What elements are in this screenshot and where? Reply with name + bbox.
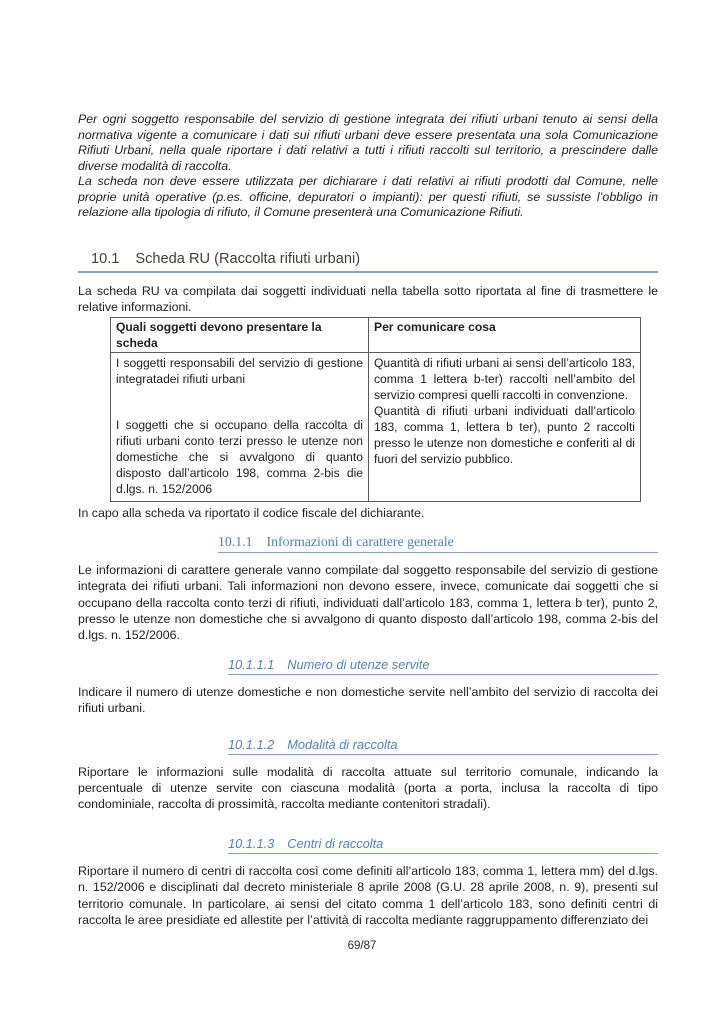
subsubsection-number: 10.1.1.2 xyxy=(228,736,275,752)
table-header-row xyxy=(111,317,641,352)
subsection-body: Le informazioni di carattere generale vanno compilate dal soggetto responsabile del servizio di gestione integrata dei rifiuti urbani. Tali informazioni non devono essere, invece, comunicate dai soggetti che si occupano della raccolta conto terzi di rifiuti, individuati dall’articolo 183, comma 1, lettera b ter), punto 2, presso le utenze non domestiche che si avvalgono di quanto disposto dall’articolo 198, comma 2-bis del d.lgs. n. 152/2006. xyxy=(78,563,658,642)
subsection-number: 10.1.1 xyxy=(218,534,253,550)
section-number: 10.1 xyxy=(91,250,120,267)
table-cell-subjects xyxy=(111,352,369,501)
subsubsection-heading-10-1-1-3 xyxy=(228,836,658,854)
column-header-subjects: Quali soggetti devono presentare la scheda xyxy=(111,317,369,352)
page-content xyxy=(78,112,658,928)
page-number: 69/87 xyxy=(347,940,377,952)
subjects-table xyxy=(110,317,641,502)
subsection-title: Informazioni di carattere generale xyxy=(266,534,454,550)
subsubsection-title: Modalità di raccolta xyxy=(287,736,398,752)
intro-paragraph-1: Per ogni soggetto responsabile del servizio di gestione integrata dei rifiuti urbani tenuto ai sensi della normativa vigente a comunicare i dati sui rifiuti urbani deve essere presentata una sola Comunicazione Rifiuti Urbani, nella quale riportare i dati relativi a tutti i rifiuti raccolti sul territorio, a prescindere dalle diverse modalità di raccolta. xyxy=(78,112,658,173)
intro-block xyxy=(78,112,658,221)
section-heading-10-1 xyxy=(78,251,658,273)
what-paragraph-1: Quantità di rifiuti urbani ai sensi dell’articolo 183, comma 1 lettera b-ter) raccolti nell’ambito del servizio compresi quelli raccolti in convenzione. xyxy=(374,355,635,402)
column-header-what: Per comunicare cosa xyxy=(369,317,641,352)
subsubsection-title: Centri di raccolta xyxy=(287,836,384,852)
table-cell-what xyxy=(369,352,641,501)
subsubsection-body-3: Riportare il numero di centri di raccolta così come definiti all’articolo 183, comma 1, lettera mm) del d.lgs. n. 152/2006 e disciplinati dal decreto ministeriale 8 aprile 2008 (G.U. 28 aprile 2008, n. 9), presenti sul territorio comunale. In particolare, ai sensi del citato comma 1 dell’articolo 183, sono definiti centri di raccolta le aree presidiate ed allestite per l’attività di raccolta mediante raggruppamento differenziato dei xyxy=(78,864,658,927)
codice-fiscale-note: In capo alla scheda va riportato il codice fiscale del dichiarante. xyxy=(78,505,425,520)
section-title: Scheda RU (Raccolta rifiuti urbani) xyxy=(135,250,361,267)
subjects-paragraph-1: I soggetti responsabili del servizio di gestione integratadei rifiuti urbani xyxy=(116,355,363,386)
subsubsection-body-2: Riportare le informazioni sulle modalità di raccolta attuate sul territorio comunale, indicando la percentuale di utenze servite con ciascuna modalità (porta a porta, inclusa la raccolta di tipo condominiale, raccolta di prossimità, raccolta mediante contenitori stradali). xyxy=(78,764,658,811)
subsubsection-body-1: Indicare il numero di utenze domestiche e non domestiche servite nell’ambito del servizio di raccolta dei rifiuti urbani. xyxy=(78,685,658,716)
subsubsection-title: Numero di utenze servite xyxy=(287,657,430,673)
subsubsection-heading-10-1-1-2 xyxy=(228,737,658,755)
intro-paragraph-2: La scheda non deve essere utilizzata per dichiarare i dati relativi ai rifiuti prodotti dal Comune, nelle proprie unità operative (p.es. officine, depuratori o impianti): per questi rifiuti, se sussiste l’obbligo in relazione alla tipologia di rifiuto, il Comune presenterà una Comunicazione Rifiuti. xyxy=(78,174,658,219)
subjects-paragraph-2: I soggetti che si occupano della raccolta di rifiuti urbani conto terzi presso le utenze non domestiche che si avvalgono di quanto disposto dall’articolo 198, comma 2-bis die d.lgs. n. 152/2006 xyxy=(116,417,363,496)
subsection-heading-10-1-1 xyxy=(218,534,658,553)
what-paragraph-2: Quantità di rifiuti urbani individuati dall’articolo 183, comma 1, lettera b ter), punto 2 raccolti presso le utenze non domestiche e conferiti al di fuori del servizio pubblico. xyxy=(374,403,635,466)
subsubsection-number: 10.1.1.3 xyxy=(228,836,275,852)
table-body-row xyxy=(111,352,641,501)
lead-paragraph: La scheda RU va compilata dai soggetti individuati nella tabella sotto riportata al fine di trasmettere le relative informazioni. xyxy=(78,283,658,314)
subsubsection-number: 10.1.1.1 xyxy=(228,657,275,673)
subsubsection-heading-10-1-1-1 xyxy=(228,657,658,675)
